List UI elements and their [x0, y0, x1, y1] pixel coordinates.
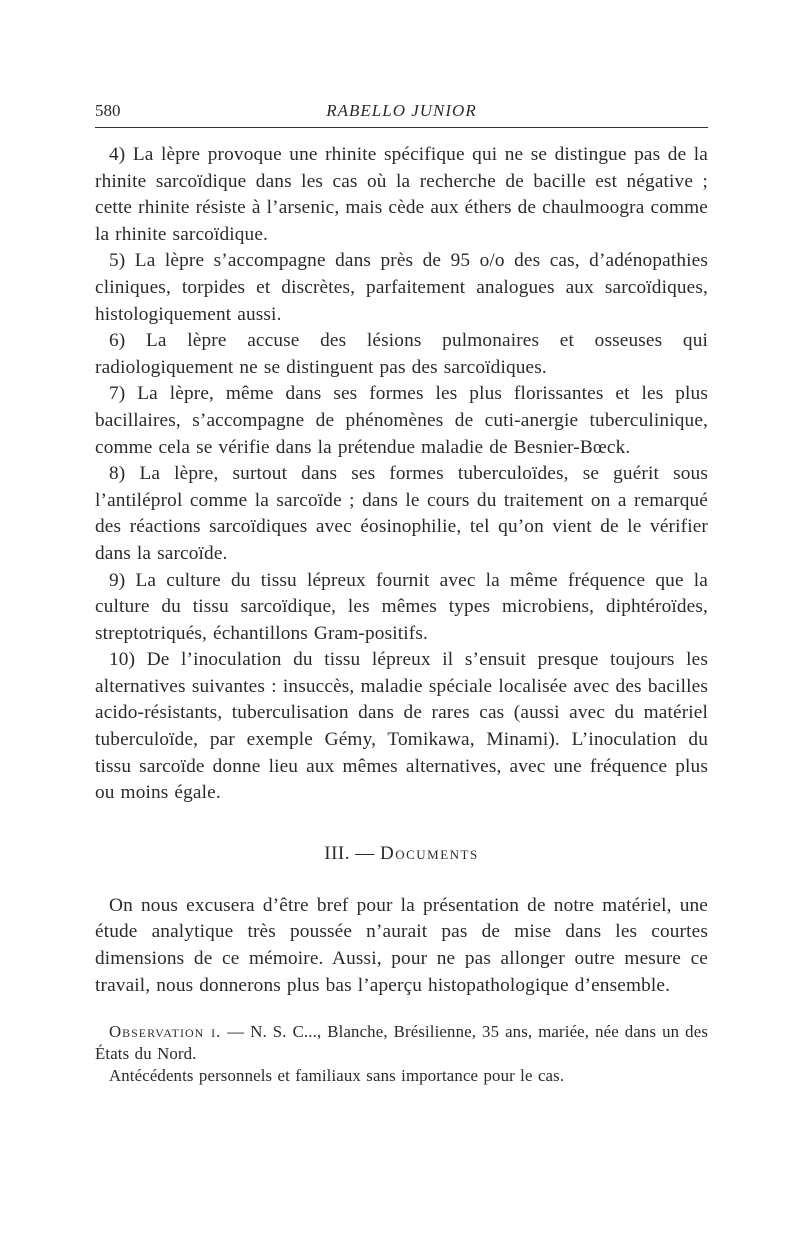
paragraph-point-5: 5) La lèpre s’accompagne dans près de 95 o/o des cas, d’adénopathies cliniques, torpides et discrètes, parfaitement analogues aux sarcoïdiques, histologiquement aussi. — [95, 250, 708, 325]
observation-entry — [95, 1021, 708, 1065]
paragraph-point-10: 10) De l’inoculation du tissu lépreux il s’ensuit presque toujours les alternatives suivantes : insuccès, maladie spéciale localisée avec des bacilles acido-résistants, tuberculisation dans de rares cas (aussi avec du matériel tuberculoïde, par exemple Gémy, Tomikawa, Minami). L’inoculation du tissu sarcoïde donne lieu aux mêmes alternatives, avec une fréquence plus ou moins égale. — [95, 649, 708, 804]
header-rule — [95, 127, 708, 128]
section-numeral: III. — — [324, 842, 375, 864]
section-title: Documents — [380, 842, 479, 864]
paragraph-point-6: 6) La lèpre accuse des lésions pulmonaires et osseuses qui radiologiquement ne se distinguent pas des sarcoïdiques. — [95, 330, 708, 378]
paragraph-point-8: 8) La lèpre, surtout dans ses formes tuberculoïdes, se guérit sous l’antiléprol comme la sarcoïde ; dans le cours du traitement on a remarqué des réactions sarcoïdiques avec éosinophilie, tel qu’on vient de le vérifier dans la sarcoïde. — [95, 463, 708, 564]
page-number: 580 — [95, 101, 121, 120]
observation-text: — N. S. C..., Blanche, Brésilienne, 35 ans, mariée, née dans un des États du Nord. — [95, 1022, 709, 1064]
paragraph-point-7: 7) La lèpre, même dans ses formes les plus florissantes et les plus bacillaires, s’accompagne de phénomènes de cuti-anergie tuberculinique, comme cela se vérifie dans la prétendue maladie de Besnier-Bœck. — [95, 383, 708, 458]
section-heading — [95, 843, 708, 865]
observation-label: Observation i. — [109, 1022, 222, 1042]
book-page — [95, 95, 708, 1087]
paragraph-point-9: 9) La culture du tissu lépreux fournit avec la même fréquence que la culture du tissu sarcoïdique, les mêmes types microbiens, diphtéroïdes, streptotriqués, échantillons Gram-positifs. — [95, 569, 708, 644]
observation-history: Antécédents personnels et familiaux sans importance pour le cas. — [109, 1066, 565, 1086]
running-title: RABELLO JUNIOR — [326, 101, 477, 120]
paragraph-point-4: 4) La lèpre provoque une rhinite spécifique qui ne se distingue pas de la rhinite sarcoïdique dans les cas où la recherche de bacille est négative ; cette rhinite résiste à l’arsenic, mais cède aux éthers de chaulmoogra comme la rhinite sarcoïdique. — [95, 144, 708, 245]
intro-paragraph: On nous excusera d’être bref pour la présentation de notre matériel, une étude analytique très poussée n’aurait pas de mise dans les courtes dimensions de ce mémoire. Aussi, pour ne pas allonger outre mesure ce travail, nous donnerons plus bas l’aperçu histopathologique d’ensemble. — [95, 894, 708, 996]
running-head — [95, 95, 708, 123]
